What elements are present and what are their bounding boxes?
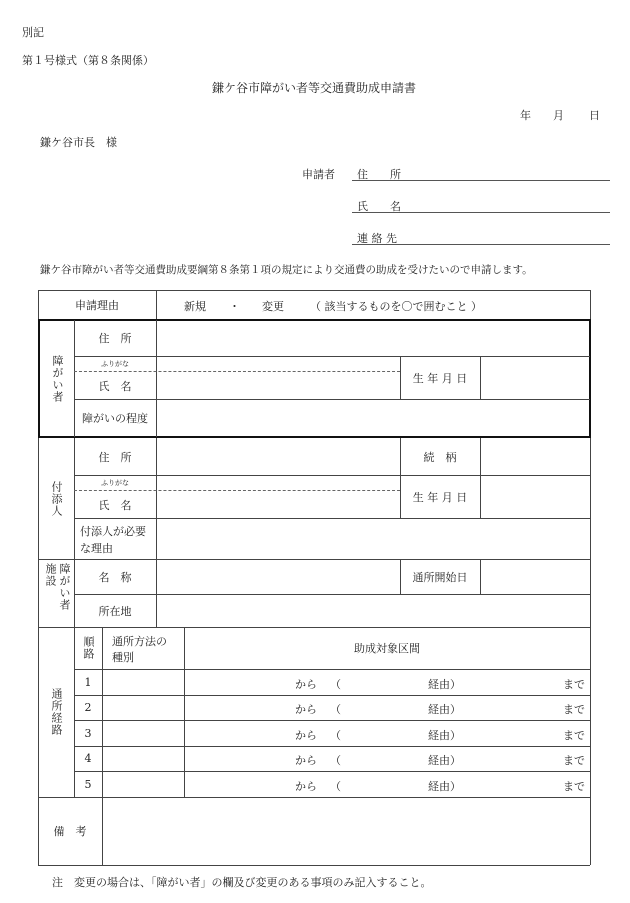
route-via-label: 経由） [428, 754, 461, 767]
route-from-label: から [295, 780, 317, 793]
route-method-field[interactable] [103, 670, 184, 695]
route-method-field[interactable] [103, 772, 184, 797]
facility-group-label-a: 施設 [44, 563, 57, 587]
route-method-label-line1: 通所方法の [112, 635, 167, 648]
addressee: 鎌ケ谷市長 様 [40, 136, 117, 149]
route-via-label: 経由） [428, 780, 461, 793]
reason-option-change[interactable]: 変更 [262, 300, 284, 313]
route-group-label: 通所経路 [50, 688, 63, 736]
route-row-number: 3 [84, 726, 92, 740]
applicant-name-label: 氏 名 [357, 200, 401, 213]
applicant-contact-label: 連 絡 先 [357, 232, 397, 245]
applicant-contact-line[interactable] [352, 244, 610, 245]
facility-name-label: 名 称 [98, 570, 132, 584]
route-from-label: から [295, 729, 317, 742]
form-number: 第１号様式（第８条関係） [22, 54, 154, 67]
route-via-label: 経由） [428, 678, 461, 691]
route-to-label: まで [563, 780, 585, 793]
date-month-label: 月 [553, 109, 564, 122]
route-paren-open: （ [330, 729, 341, 742]
disabled-furigana-label: ふりがな [101, 360, 129, 368]
route-to-label: まで [563, 678, 585, 691]
facility-start-field[interactable] [481, 560, 590, 594]
reason-label: 申請理由 [75, 298, 119, 312]
disabled-address-label: 住 所 [98, 332, 132, 345]
attendant-furigana-label: ふりがな [101, 479, 129, 487]
reason-option-new[interactable]: 新規 [184, 300, 206, 313]
route-paren-open: （ [330, 754, 341, 767]
facility-location-label: 所在地 [98, 604, 132, 618]
date-year-label: 年 [520, 109, 531, 122]
route-paren-open: （ [330, 703, 341, 716]
route-row-number: 4 [84, 752, 92, 765]
attendant-address-field[interactable] [157, 438, 400, 475]
route-row-number: 5 [84, 777, 92, 791]
facility-name-field[interactable] [157, 560, 400, 594]
route-from-label: から [295, 703, 317, 716]
route-paren-open: （ [330, 678, 341, 691]
route-order-label: 順路 [82, 636, 95, 660]
attendant-relation-field[interactable] [481, 438, 590, 475]
route-method-field[interactable] [103, 721, 184, 746]
facility-group-label-b: 障がい者 [58, 563, 71, 611]
facility-location-field[interactable] [157, 595, 590, 627]
route-method-field[interactable] [103, 696, 184, 720]
remarks-label: 備 考 [53, 825, 87, 838]
attendant-relation-label: 続 柄 [423, 450, 457, 464]
attendant-name-label: 氏 名 [98, 498, 132, 512]
route-to-label: まで [563, 754, 585, 767]
route-row-number: 1 [84, 675, 92, 689]
document-title: 鎌ケ谷市障がい者等交通費助成申請書 [212, 81, 417, 95]
route-method-field[interactable] [103, 747, 184, 771]
route-paren-open: （ [330, 780, 341, 793]
appendix-label: 別記 [22, 26, 44, 39]
application-statement: 鎌ケ谷市障がい者等交通費助成要綱第８条第１項の規定により交通費の助成を受けたいので申請します。 [40, 264, 533, 276]
attendant-birth-field[interactable] [481, 476, 590, 518]
route-method-label-line2: 種別 [112, 651, 134, 664]
route-to-label: まで [563, 703, 585, 716]
attendant-group-label: 付添人 [50, 480, 63, 517]
disabled-degree-field[interactable] [157, 400, 589, 437]
facility-start-label: 通所開始日 [412, 570, 468, 584]
attendant-reason-field[interactable] [157, 519, 590, 559]
attendant-name-field[interactable] [157, 476, 400, 518]
reason-separator: ・ [229, 300, 240, 313]
route-from-label: から [295, 678, 317, 691]
route-row-number: 2 [84, 701, 92, 714]
route-to-label: まで [563, 729, 585, 742]
remarks-field[interactable] [103, 798, 590, 865]
disabled-birth-field[interactable] [481, 357, 589, 399]
applicant-address-line[interactable] [352, 180, 610, 181]
reason-note: （ 該当するものを〇で囲むこと ） [310, 300, 482, 313]
attendant-address-label: 住 所 [98, 450, 132, 464]
attendant-reason-label-line1: 付添人が必要 [80, 525, 146, 538]
route-from-label: から [295, 754, 317, 767]
attendant-reason-label-line2: な理由 [80, 542, 113, 555]
footnote: 注 変更の場合は、「障がい者」の欄及び変更のある事項のみ記入すること。 [52, 876, 432, 889]
attendant-birth-label: 生 年 月 日 [412, 490, 468, 504]
disabled-group-label: 障がい者 [51, 354, 64, 403]
applicant-label: 申請者 [302, 168, 335, 181]
disabled-name-field[interactable] [157, 357, 400, 399]
applicant-address-label: 住 所 [357, 168, 401, 181]
disabled-name-label: 氏 名 [98, 379, 132, 393]
route-section-label: 助成対象区間 [354, 642, 420, 655]
route-via-label: 経由） [428, 729, 461, 742]
applicant-name-line[interactable] [352, 212, 610, 213]
date-day-label: 日 [589, 109, 600, 122]
disabled-degree-label: 障がいの程度 [82, 412, 148, 425]
route-via-label: 経由） [428, 703, 461, 716]
disabled-address-field[interactable] [157, 320, 589, 356]
disabled-birth-label: 生 年 月 日 [412, 371, 468, 385]
